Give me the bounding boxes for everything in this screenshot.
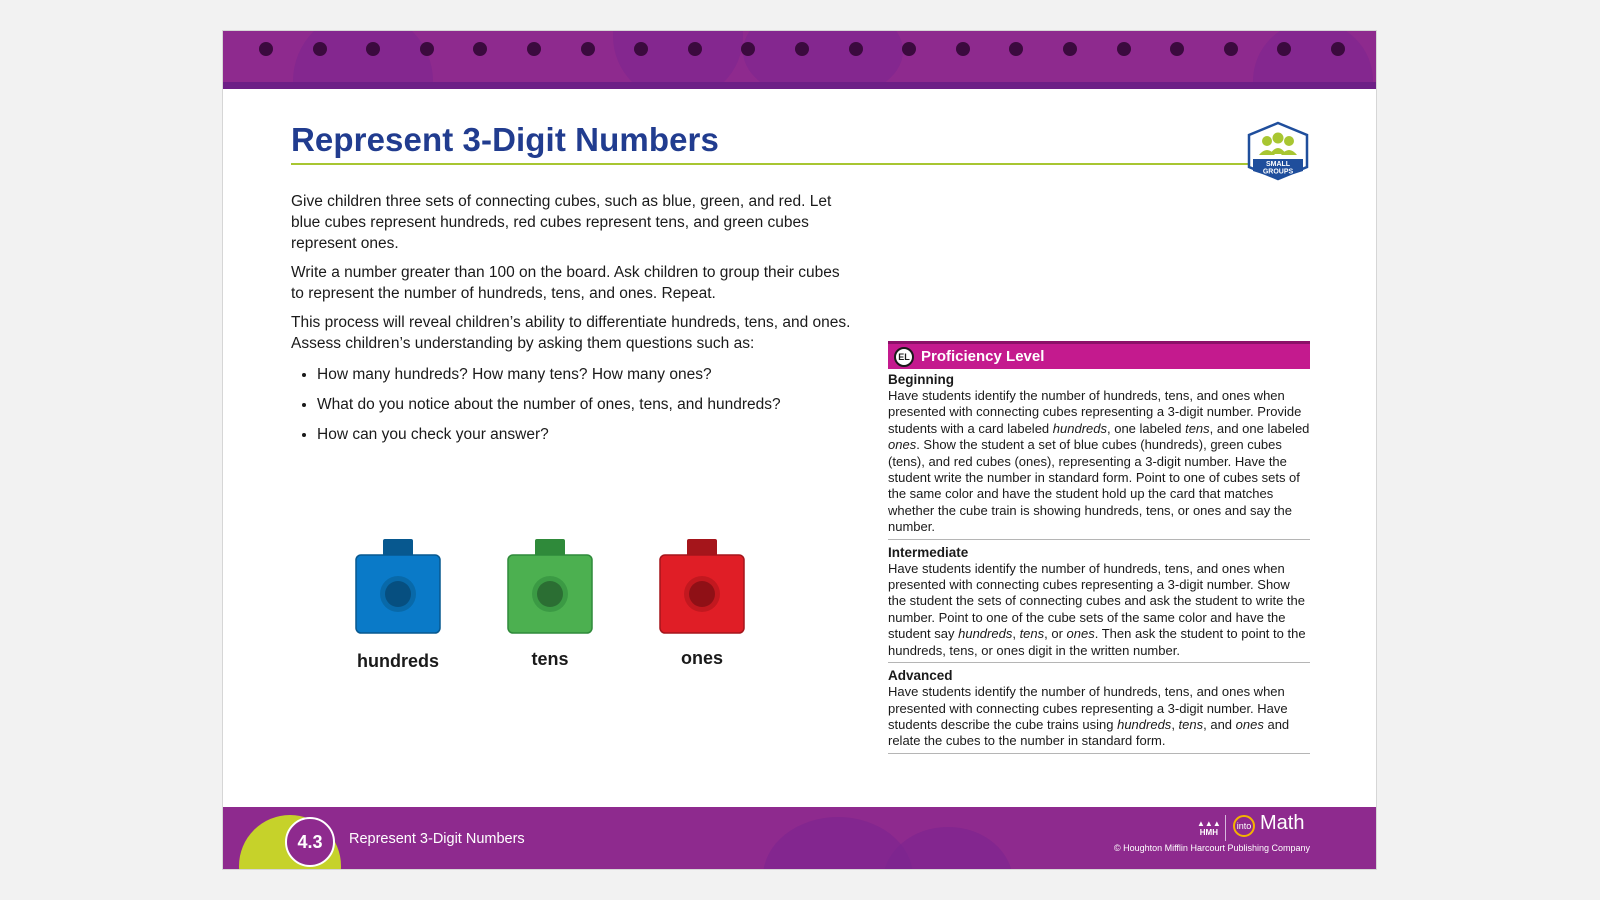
binder-hole [259,42,273,56]
band-blob [1253,31,1373,89]
hmh-logo [1197,819,1221,837]
level-text: Have students identify the number of hundreds, tens, and ones when presented with connecting cubes representing a 3-digit number. Provide students with a card labeled hundreds, one labeled tens, and one labeled ones. Show the student a set of blue cubes (hundreds), green cubes (tens), and red cubes (ones), representing a 3-digit number. Have the student write the number in standard form. Point to one of cubes sets of the same color and have the student hold up the card that matches whether the cube train is showing hundreds, tens, or ones and say the number. [888,388,1310,535]
binder-hole [795,42,809,56]
band-blob [743,31,903,89]
lesson-page [222,30,1377,870]
small-groups-badge [1245,121,1311,183]
binder-hole [473,42,487,56]
binder-hole [581,42,595,56]
question-item: • How can you check your answer? [317,424,851,445]
binder-hole [527,42,541,56]
el-icon: EL [894,347,914,367]
level-name: Intermediate [888,544,969,560]
intro-paragraph-3: This process will reveal children’s ability to differentiate hundreds, tens, and ones. Assess children’s understanding by asking them questions such as: [291,314,851,352]
binder-hole [634,42,648,56]
binder-hole [902,42,916,56]
proficiency-header [888,341,1310,369]
binder-hole [420,42,434,56]
ones-label: ones [680,648,723,668]
band-blob [883,827,1013,870]
binder-hole [1117,42,1131,56]
proficiency-panel [888,341,1310,754]
binder-hole [688,42,702,56]
level-advanced [888,663,1310,754]
hundreds-cube-icon [355,539,441,639]
binder-hole [1170,42,1184,56]
level-name: Advanced [888,668,953,684]
top-band [223,31,1376,89]
badge-line1: SMALL [1265,161,1291,168]
tens-cube-icon [507,539,593,639]
footer-lesson-title: Represent 3-Digit Numbers [349,831,525,847]
question-item: • What do you notice about the number of ones, tens, and hundreds? [317,394,851,415]
band-blob [293,31,433,89]
hmh-logo-text: HMH [1199,828,1218,837]
ones-cube-icon [659,539,745,639]
binder-holes [223,42,1376,58]
question-item: • How many hundreds? How many tens? How many ones? [317,364,851,385]
binder-hole [956,42,970,56]
binder-hole [1277,42,1291,56]
into-math-logo-icon: into [1233,815,1255,837]
binder-hole [1063,42,1077,56]
proficiency-title: Proficiency Level [921,348,1045,365]
binder-hole [1009,42,1023,56]
binder-hole [741,42,755,56]
binder-hole [849,42,863,56]
tens-label: tens [531,649,569,669]
level-name: Beginning [888,372,954,387]
band-blob [613,31,743,89]
question-list [291,364,851,445]
badge-line2: GROUPS [1262,168,1294,176]
level-text: Have students identify the number of hundreds, tens, and ones when presented with connecting cubes representing a 3-digit number. Have students describe the cube trains using hundreds, tens, and ones and relate the cubes to the number in standard form. [888,684,1290,749]
footer-band [223,807,1376,870]
level-text: Have students identify the number of hundreds, tens, and ones when presented with connecting cubes representing a 3-digit number. Show the student the sets of connecting cubes and ask the student to write the number. Point to one of the cube sets of the same color and have the student say hundreds, tens, or ones. Then ask the student to point to the hundreds, tens, or ones digit in the written number. [888,560,1306,658]
level-intermediate [888,540,1310,663]
copyright-text: © Houghton Mifflin Harcourt Publishing Company [1113,843,1310,853]
binder-hole [1331,42,1345,56]
level-beginning [888,369,1310,540]
brand-separator [1225,815,1226,841]
binder-hole [1224,42,1238,56]
page-title: Represent 3-Digit Numbers [291,121,719,158]
binder-hole [313,42,327,56]
band-stripe [223,82,1376,89]
intro-paragraph-1: Give children three sets of connecting cubes, such as blue, green, and red. Let blue cubes represent hundreds, red cubes represent tens, and green cubes represent ones. [291,193,832,252]
title-rule [291,163,1251,165]
hmh-logo-mark: ▲▲▲ [1197,819,1221,828]
into-math-brand: Math [1260,812,1305,834]
hundreds-label: hundreds [356,651,439,671]
lesson-number: 4.3 [285,817,335,867]
intro-paragraph-2: Write a number greater than 100 on the board. Ask children to group their cubes to represent the number of hundreds, tens, and ones. Repeat. [291,264,840,302]
binder-hole [366,42,380,56]
lesson-instructions [291,191,851,454]
